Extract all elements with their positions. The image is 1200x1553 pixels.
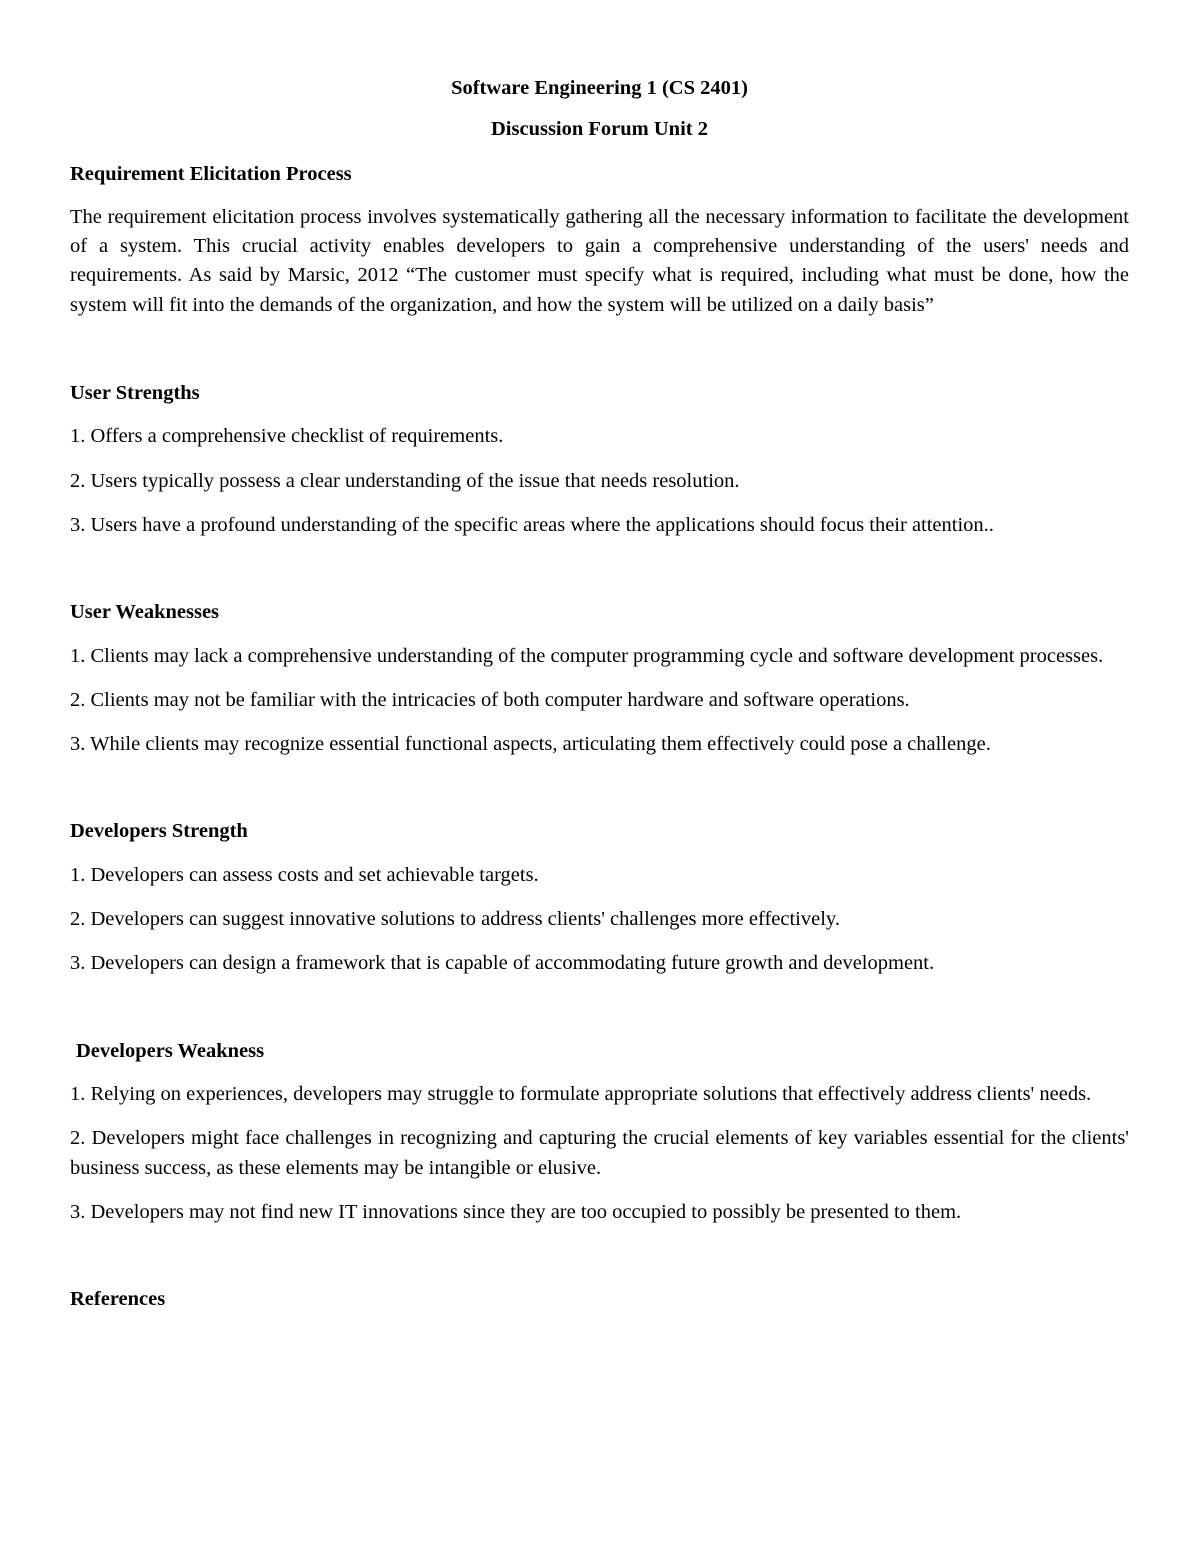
document-body bbox=[70, 74, 1129, 1328]
section-developers-weakness bbox=[70, 1037, 1129, 1227]
section-heading: Requirement Elicitation Process bbox=[70, 162, 352, 185]
list-item: 1. Offers a comprehensive checklist of requirements. bbox=[70, 425, 504, 448]
section-references bbox=[70, 1285, 1129, 1314]
list-item: 3. Developers can design a framework that is capable of accommodating future growth and development. bbox=[70, 952, 935, 975]
section-heading: Developers Weakness bbox=[76, 1039, 265, 1062]
section-heading: User Strengths bbox=[70, 382, 200, 405]
list-item: 1. Developers can assess costs and set achievable targets. bbox=[70, 863, 539, 886]
section-heading: Developers Strength bbox=[70, 820, 248, 843]
section-heading: User Weaknesses bbox=[70, 601, 220, 624]
list-item: 2. Developers can suggest innovative solutions to address clients' challenges more effectively. bbox=[70, 908, 840, 931]
list-item: 2. Users typically possess a clear understanding of the issue that needs resolution. bbox=[70, 469, 740, 492]
document-subtitle: Discussion Forum Unit 2 bbox=[491, 118, 708, 141]
list-item: 3. Users have a profound understanding of the specific areas where the applications should focus their attention.. bbox=[70, 513, 994, 536]
list-item: 3. Developers may not find new IT innovations since they are too occupied to possibly be presented to them. bbox=[70, 1200, 962, 1223]
section-heading: References bbox=[70, 1288, 166, 1311]
body-paragraph: The requirement elicitation process involves systematically gathering all the necessary information to facilitate the development of a system. This crucial activity enables developers to gain a comprehensive understanding of the users' needs and requirements. As said by Marsic, 2012 “The customer must specify what is required, including what must be done, how the system will fit into the demands of the organization, and how the system will be utilized on a daily basis” bbox=[70, 205, 1129, 316]
section-requirement-elicitation bbox=[70, 160, 1129, 320]
list-item: 2. Clients may not be familiar with the intricacies of both computer hardware and software operations. bbox=[70, 688, 910, 711]
section-developers-strength bbox=[70, 817, 1129, 978]
list-item: 3. While clients may recognize essential functional aspects, articulating them effectively could pose a challenge. bbox=[70, 733, 991, 756]
document-title: Software Engineering 1 (CS 2401) bbox=[451, 77, 748, 99]
list-item: 1. Relying on experiences, developers may struggle to formulate appropriate solutions that effectively address clients' needs. bbox=[70, 1082, 1092, 1105]
section-user-strengths bbox=[70, 379, 1129, 540]
section-user-weaknesses bbox=[70, 598, 1129, 759]
list-item: 2. Developers might face challenges in recognizing and capturing the crucial elements of key variables essential for the clients' business success, as these elements may be intangible or elusive. bbox=[70, 1127, 1129, 1179]
list-item: 1. Clients may lack a comprehensive understanding of the computer programming cycle and software development processes. bbox=[70, 644, 1104, 667]
